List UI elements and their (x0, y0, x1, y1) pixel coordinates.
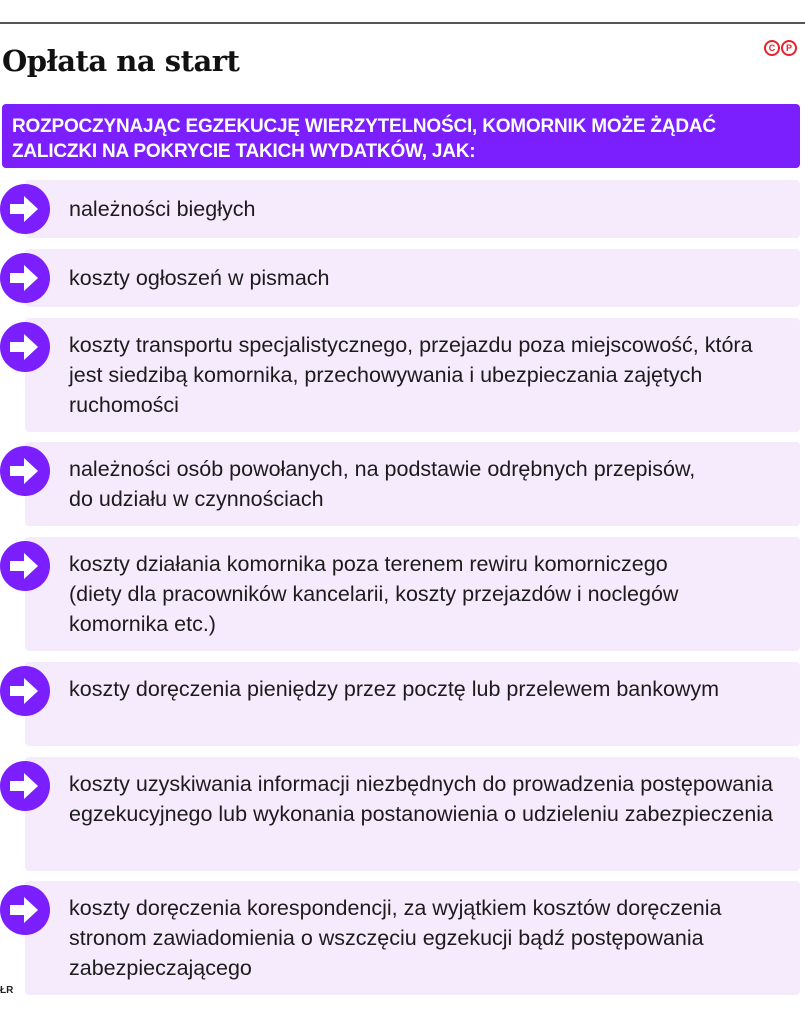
item-text: koszty doręczenia korespondencji, za wyjątkiem kosztów doręczenia stronom zawiadomienia o wszczęciu egzekucji bądź postępowania zabezpieczającego (69, 896, 722, 980)
arrow-right-circle-icon (0, 253, 50, 303)
arrow-right-circle-icon (0, 184, 50, 234)
item-text: należności osób powołanych, na podstawie odrębnych przepisów, do udziału w czynnościach (69, 457, 696, 511)
author-credit: ŁR (0, 985, 14, 996)
item-text: należności biegłych (69, 197, 256, 221)
item-text: koszty ogłoszeń w pismach (69, 266, 330, 290)
arrow-right-circle-icon (0, 761, 50, 811)
item-text: koszty transportu specjalistycznego, przejazdu poza miejscowość, która jest siedzibą komornika, przechowywania i ubezpieczania zajętych ruchomości (69, 333, 753, 417)
page-title: Opłata na start (2, 44, 240, 78)
list-item (25, 537, 800, 651)
list-item (25, 180, 800, 238)
arrow-right-circle-icon (0, 541, 50, 591)
list-item (25, 249, 800, 307)
arrow-right-circle-icon (0, 446, 50, 496)
list-item (25, 442, 800, 526)
intro-banner: ROZPOCZYNAJĄC EGZEKUCJĘ WIERZYTELNOŚCI, KOMORNIK MOŻE ŻĄDAĆ ZALICZKI NA POKRYCIE TAKICH WYDATKÓW, JAK: (2, 104, 800, 168)
list-item (25, 757, 800, 871)
item-text: koszty uzyskiwania informacji niezbędnych do prowadzenia postępowania egzekucyjnego lub wykonania postanowienia o udzieleniu zabezpieczenia (69, 772, 774, 826)
copyright-badges (764, 40, 797, 56)
item-text: koszty doręczenia pieniędzy przez pocztę lub przelewem bankowym (69, 677, 720, 701)
arrow-right-circle-icon (0, 885, 50, 935)
item-text: koszty działania komornika poza terenem rewiru komorniczego (diety dla pracowników kancelarii, koszty przejazdów i noclegów komornika etc.) (69, 552, 679, 636)
list-item (25, 318, 800, 432)
publisher-icon: P (781, 40, 797, 56)
arrow-right-circle-icon (0, 322, 50, 372)
copyright-icon: C (764, 40, 780, 56)
top-rule (0, 22, 805, 24)
list-item (25, 662, 800, 746)
arrow-right-circle-icon (0, 666, 50, 716)
list-item (25, 881, 800, 995)
